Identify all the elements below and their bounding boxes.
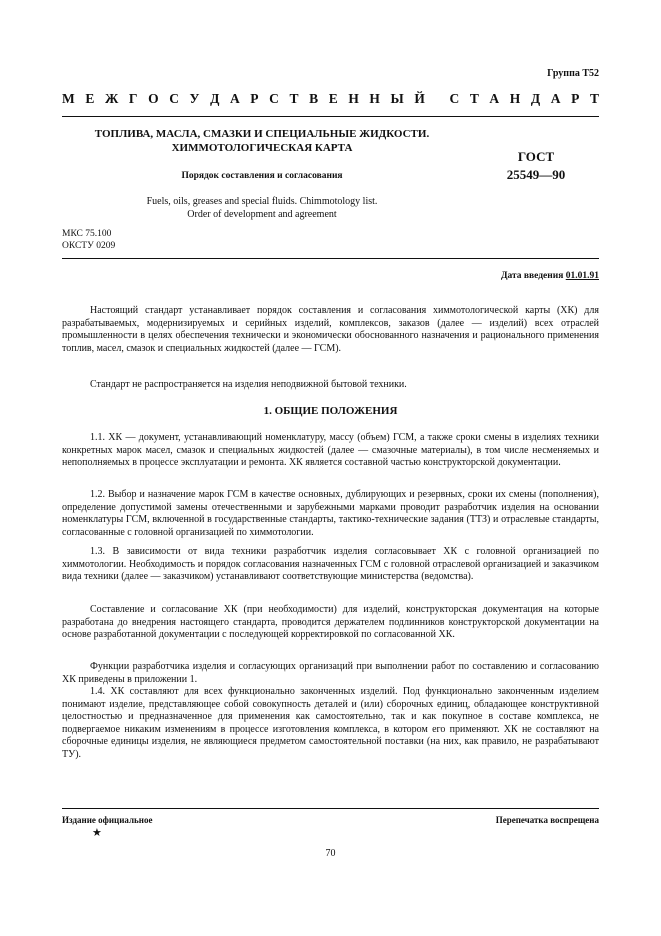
- english-title-line-1: Fuels, oils, greases and special fluids. Chimmotology list.: [146, 196, 378, 207]
- english-title-line-2: Order of development and agreement: [187, 209, 337, 220]
- clause-1-1: 1.1. ХК — документ, устанавливающий номенклатуру, массу (объем) ГСМ, а также сроки смены в изделиях техники конкретных марок масел, смазок и специальных жидкостей (далее — смазочные материалы), в том числе несменяемых и непополняемых в процессе эксплуатации и ремонта. ХК является составной частью конструкторской документации.: [62, 432, 599, 468]
- banner-letter: Н: [369, 91, 380, 106]
- banner-letter: Н: [348, 91, 359, 106]
- page-number: 70: [325, 848, 336, 859]
- banner-letter: С: [169, 91, 179, 106]
- banner-letter: А: [229, 91, 240, 106]
- banner-letter: А: [550, 91, 561, 106]
- interstate-standard-banner: [62, 91, 599, 107]
- banner-letter: Р: [571, 91, 580, 106]
- banner-letter: А: [489, 91, 500, 106]
- banner-letter: О: [148, 91, 159, 106]
- classification-codes: [62, 228, 115, 252]
- section-heading: 1. ОБЩИЕ ПОЛОЖЕНИЯ: [263, 405, 398, 417]
- okstu-code: ОКСТУ 0209: [62, 241, 116, 251]
- introduction-date-label: Дата введения: [500, 271, 564, 281]
- banner-letter: Т: [289, 91, 299, 106]
- codes-divider: [62, 258, 599, 259]
- footer-divider: [62, 808, 599, 809]
- title-line-2: ХИММОТОЛОГИЧЕСКАЯ КАРТА: [171, 142, 353, 154]
- clause-1-3-continued: Составление и согласование ХК (при необходимости) для изделий, конструкторская документация на которые разработана до внедрения настоящего стандарта, проводится держателем подлинников конструкторской документации на основе разработанной документации с последующей корректировкой по согласованной ХК.: [62, 604, 599, 640]
- document-title: [62, 127, 462, 155]
- banner-letter: Й: [414, 91, 425, 106]
- banner-letter: Ж: [104, 91, 119, 106]
- introduction-date-value: 01.01.91: [565, 271, 599, 281]
- banner-letter: М: [62, 91, 75, 106]
- gost-label: ГОСТ: [517, 149, 555, 164]
- clause-1-2: 1.2. Выбор и назначение марок ГСМ в качестве основных, дублирующих и резервных, сроки их смены (пополнения), определение допустимой замены отечественными и зарубежными марками проводит разработчик изделия на основании номенклатуры ГСМ, включенной в государственные стандарты, тактико-технические задания (ТТЗ) и отраслевые стандарты, согласованные с головной организацией по химмотологии.: [62, 489, 599, 538]
- banner-letter: Д: [210, 91, 220, 106]
- banner-letter: С: [449, 91, 460, 106]
- mks-code: МКС 75.100: [62, 229, 112, 239]
- banner-letter: У: [189, 91, 200, 106]
- reprint-prohibited-note: Перепечатка воспрещена: [495, 815, 599, 825]
- banner-letter: Е: [85, 91, 95, 106]
- star-icon: ★: [92, 827, 102, 839]
- english-title: [62, 195, 462, 221]
- banner-letter: Р: [250, 91, 259, 106]
- clause-1-4: 1.4. ХК составляют для всех функционально законченных изделий. Под функционально законченным изделием понимают изделие, представляющее собой совокупность деталей и (или) сборочных единиц, обладающее конструктивной целостностью и предназначенное для применения как самостоятельно, так и как покупное в составе комплекса, не подвергаемое никаким изменениям в процессе изготовления комплекса, в котором его применяют. ХК не составляют на сборочные единицы изделия, не являющиеся предметом самостоятельной поставки (на них, как правило, не разрабатывают ТУ).: [62, 686, 599, 760]
- intro-paragraph: Настоящий стандарт устанавливает порядок составления и согласования химмотологической карты (ХК) для разрабатываемых, модернизируемых и серийных изделий, комплексов, заказов (далее — изделий) всех отраслей промышленности в целях обеспечения технически и экономически обоснованного назначения и рационального применения топлив, масел, смазок и специальных жидкостей (далее — ГСМ).: [62, 305, 599, 354]
- title-line-1: ТОПЛИВА, МАСЛА, СМАЗКИ И СПЕЦИАЛЬНЫЕ ЖИДКОСТИ.: [94, 128, 430, 140]
- banner-letter: В: [309, 91, 319, 106]
- banner-letter: Г: [128, 91, 138, 106]
- clause-1-3-functions: Функции разработчика изделия и согласующих организаций при выполнении работ по составлению и согласованию ХК приведены в приложении 1.: [62, 661, 599, 685]
- gost-designation: [466, 148, 606, 184]
- header-divider: [62, 116, 599, 117]
- banner-letter: С: [269, 91, 279, 106]
- banner-gap: [436, 91, 439, 107]
- group-code: Группа Т52: [547, 68, 599, 79]
- introduction-date: [501, 271, 599, 281]
- gost-number: 25549—90: [506, 167, 566, 182]
- scope-paragraph: Стандарт не распространяется на изделия неподвижной бытовой техники.: [90, 379, 407, 390]
- banner-letter: Ы: [390, 91, 404, 106]
- document-subtitle: Порядок составления и согласования: [181, 171, 343, 181]
- banner-letter: Т: [589, 91, 599, 106]
- banner-letter: Д: [530, 91, 541, 106]
- clause-1-3: 1.3. В зависимости от вида техники разработчик изделия согласовывает ХК с головной организацией по химмотологии. Необходимость и порядок согласования назначенных ГСМ с головной отраслевой организацией и заказчиком вида техники (далее — заказчиком) устанавливают соответствующие министерства (ведомства).: [62, 546, 599, 582]
- banner-letter: Н: [509, 91, 521, 106]
- banner-letter: Т: [469, 91, 479, 106]
- banner-letter: Е: [328, 91, 338, 106]
- official-edition-note: Издание официальное: [62, 815, 153, 825]
